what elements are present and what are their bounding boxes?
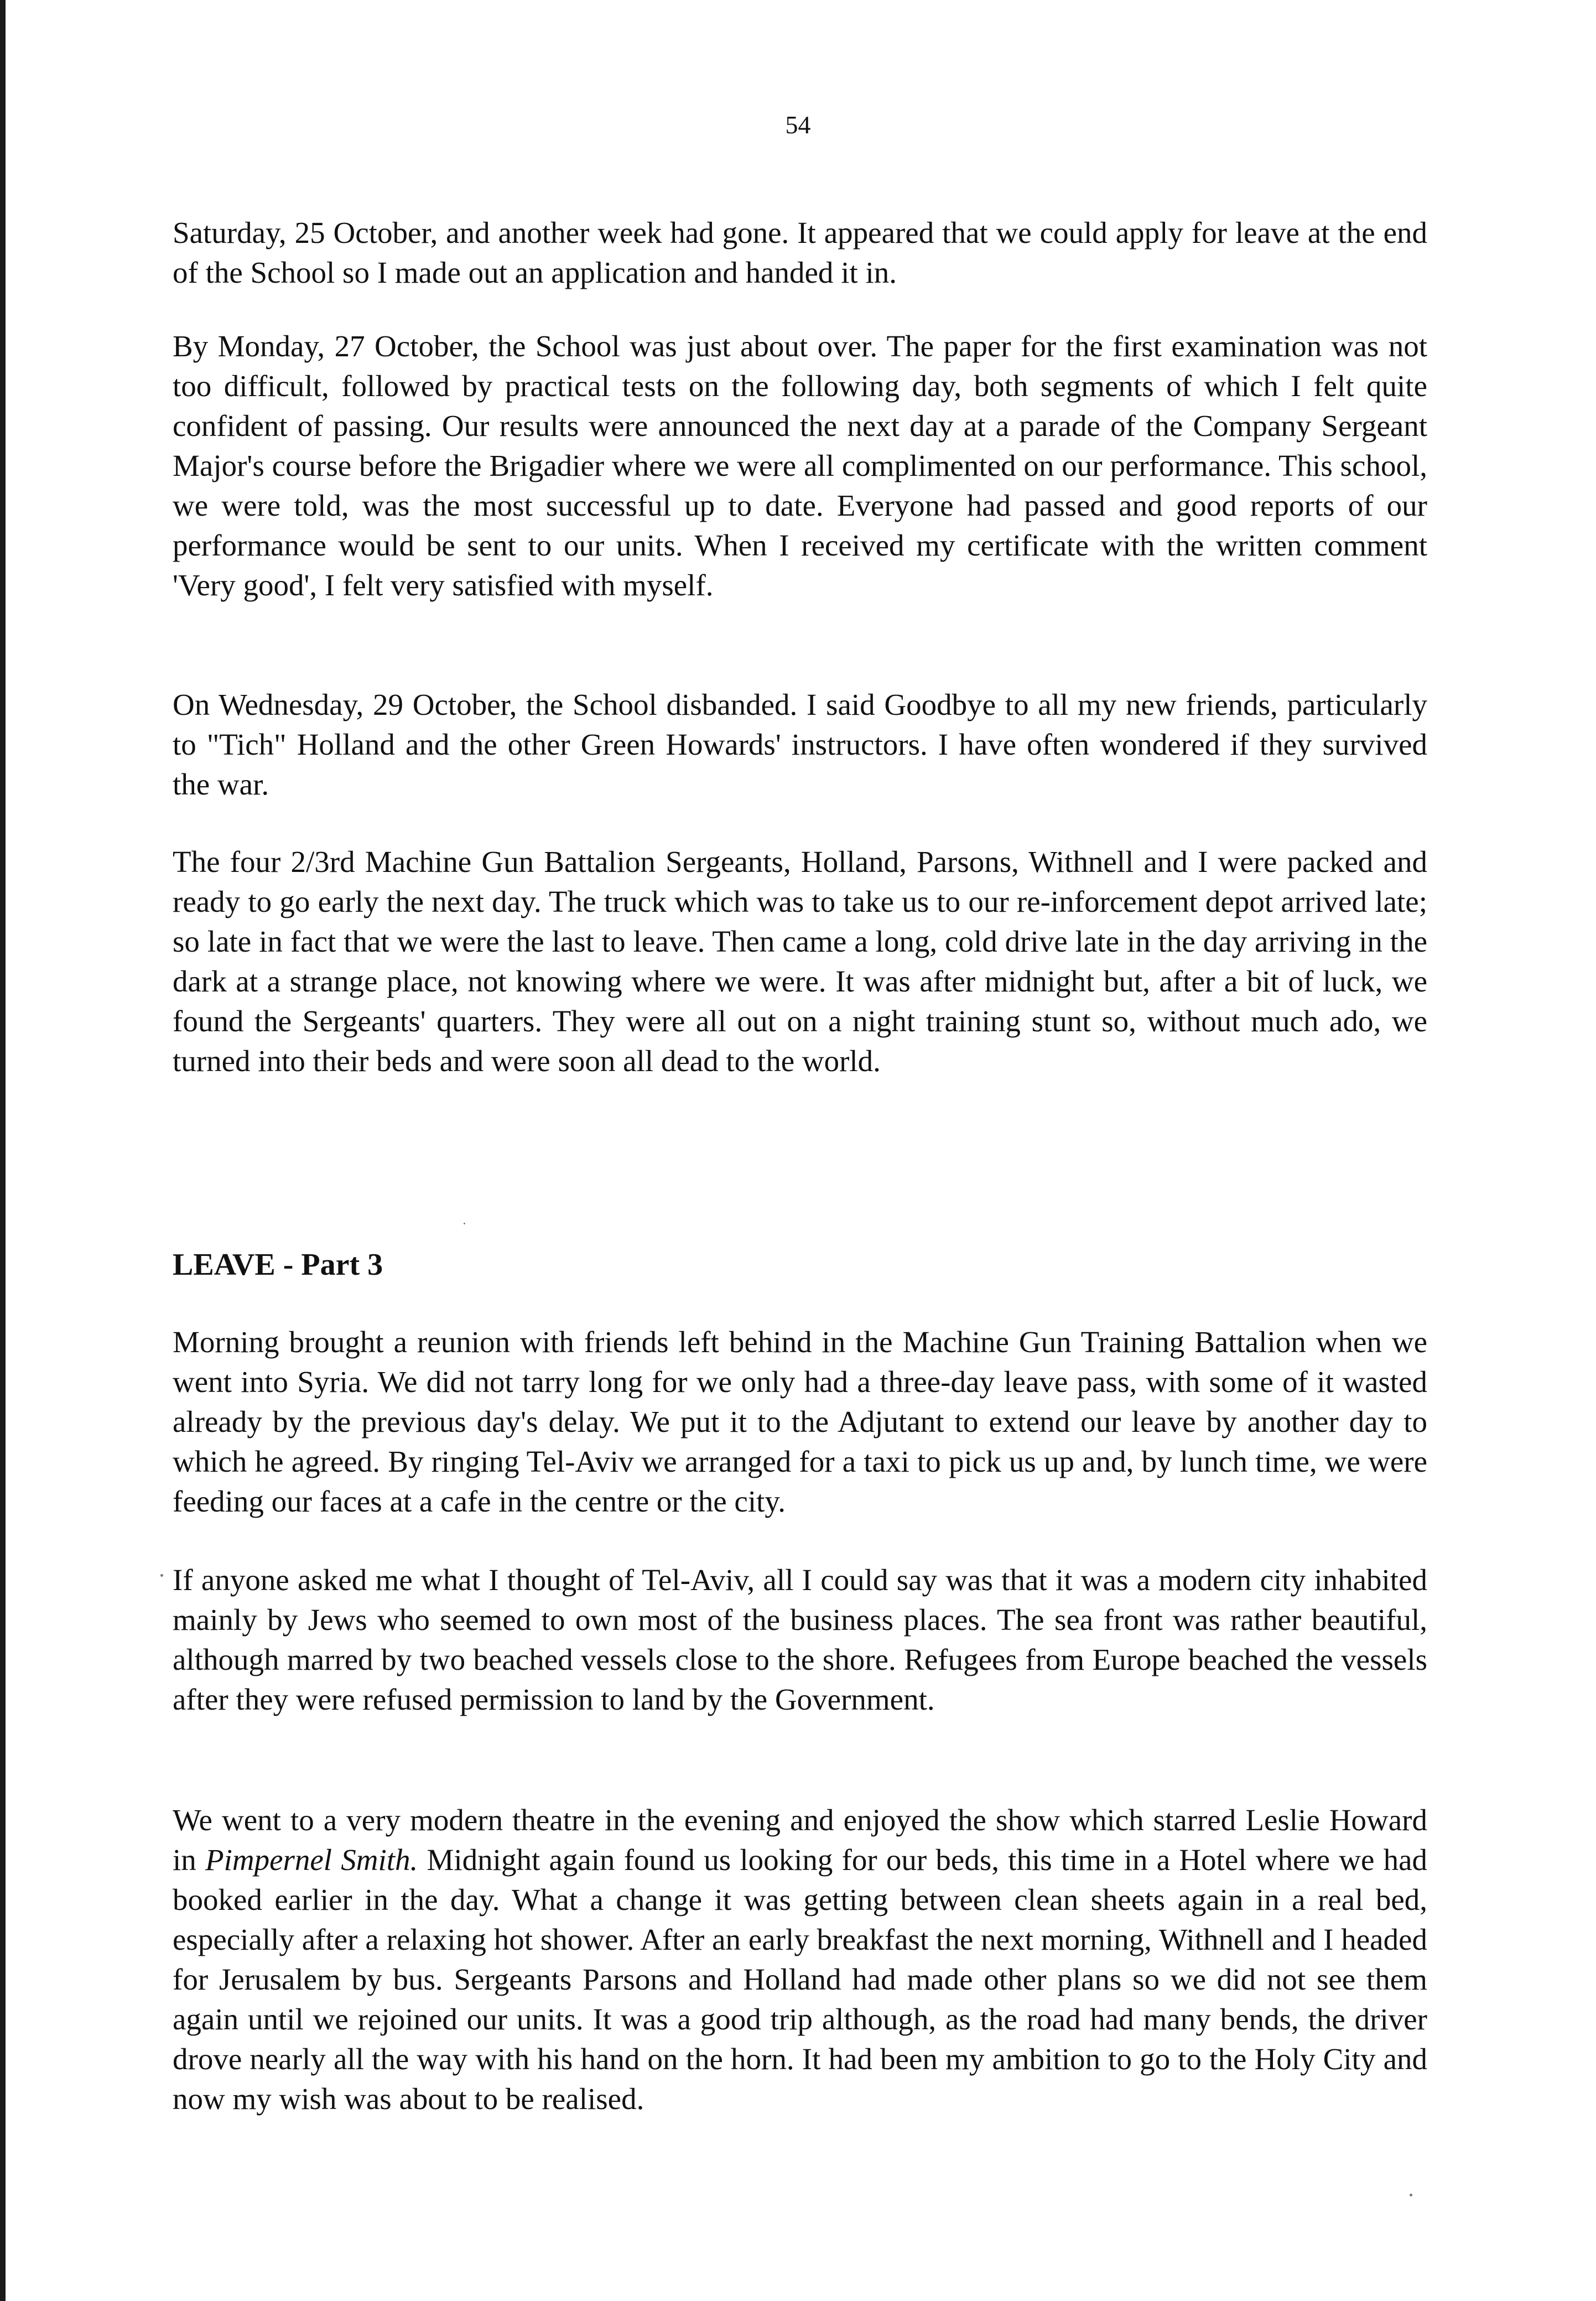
film-title: Pimpernel Smith.: [205, 1843, 418, 1877]
theatre-text-after-title: Midnight again found us looking for our beds, this time in a Hotel where we had booked earlier in the day. What a change it was getting between clean sheets again in a real bed, especially after a relaxing hot shower. After an early breakfast the next morning, Withnell and I headed for Jerusalem by bus. Sergeants Parsons and Holland had made other plans so we did not see them again until we rejoined our units. It was a good trip although, as the road had many bends, the driver drove nearly all the way with his hand on the horn. It had been my ambition to go to the Holy City and now my wish was about to be realised.: [173, 1843, 1428, 2116]
scan-speck: [464, 1223, 465, 1224]
section-heading-separator: -: [283, 1248, 294, 1282]
section-heading-title: LEAVE: [173, 1248, 275, 1282]
paragraph-monday: By Monday, 27 October, the School was just about over. The paper for the first examination was not too difficult, followed by practical tests on the following day, both segments of which I felt quite confident of passing. Our results were announced the next day at a parade of the Company Sergeant Major's course before the Brigadier where we were all complimented on our performance. This school, we were told, was the most successful up to date. Everyone had passed and good reports of our performance would be sent to our units. When I received my certificate with the written comment 'Very good', I felt very satisfied with myself.: [173, 329, 1427, 602]
paragraph-tel-aviv: If anyone asked me what I thought of Tel-Aviv, all I could say was that it was a modern city inhabited mainly by Jews who seemed to own most of the business places. The sea front was rather beautiful, although marred by two beached vessels close to the shore. Refugees from Europe beached the vessels after they were refused permission to land by the Government.: [173, 1563, 1427, 1716]
paragraph-morning: Morning brought a reunion with friends left behind in the Machine Gun Training Battalion when we went into Syria. We did not tarry long for we only had a three-day leave pass, with some of it wasted already by the previous day's delay. We put it to the Adjutant to extend our leave by another day to which he agreed. By ringing Tel-Aviv we arranged for a taxi to pick us up and, by lunch time, we were feeding our faces at a cafe in the centre or the city.: [173, 1325, 1427, 1518]
scan-edge: [0, 0, 6, 2301]
paragraph-four-sergeants: The four 2/3rd Machine Gun Battalion Sergeants, Holland, Parsons, Withnell and I were packed and ready to go early the next day. The truck which was to take us to our re-inforcement depot arrived late; so late in fact that we were the last to leave. Then came a long, cold drive late in the day arriving in the dark at a strange place, not knowing where we were. It was after midnight but, after a bit of luck, we found the Sergeants' quarters. They were all out on a night training stunt so, without much ado, we turned into their beds and were soon all dead to the world.: [173, 845, 1427, 1078]
page-number: 54: [785, 111, 811, 139]
section-heading-part: Part 3: [301, 1248, 383, 1282]
scan-speck: [1410, 2194, 1412, 2196]
paragraph-wednesday: On Wednesday, 29 October, the School disbanded. I said Goodbye to all my new friends, particularly to "Tich" Holland and the other Green Howards' instructors. I have often wondered if they survived the war.: [173, 688, 1427, 801]
paragraph-theatre: [173, 1800, 1427, 2119]
theatre-text-before-title: We went to a very modern theatre in the evening and enjoyed the show which starred Leslie Howard in: [173, 1803, 1427, 1877]
scan-speck: [160, 1574, 163, 1577]
paragraph-saturday: Saturday, 25 October, and another week had gone. It appeared that we could apply for leave at the end of the School so I made out an application and handed it in.: [173, 216, 1427, 289]
section-heading: [173, 1245, 383, 1285]
